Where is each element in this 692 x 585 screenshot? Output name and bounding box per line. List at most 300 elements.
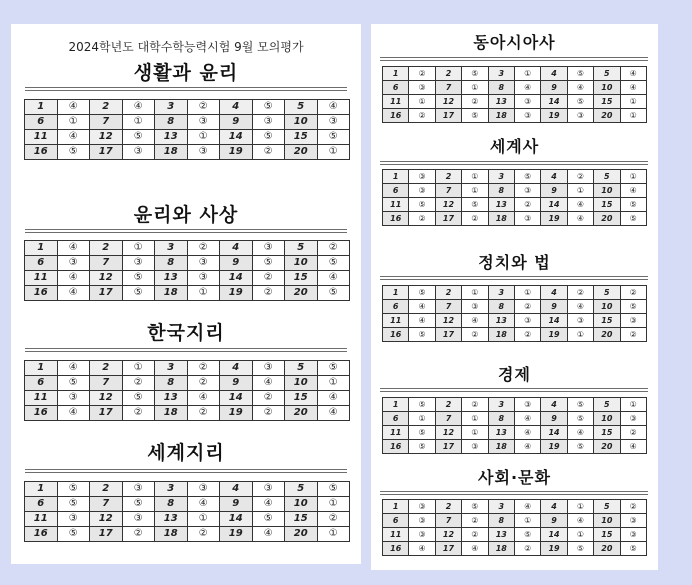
title-underline [25, 351, 347, 352]
question-number: 3 [488, 500, 514, 514]
question-number: 8 [488, 412, 514, 426]
question-number: 19 [220, 145, 253, 160]
answer-choice: ① [122, 361, 155, 376]
question-number: 11 [25, 512, 58, 527]
table-row [25, 256, 350, 271]
table-row [383, 95, 647, 109]
question-number: 5 [285, 482, 318, 497]
answer-choice: ⑤ [57, 482, 90, 497]
answer-choice: ① [462, 286, 488, 300]
question-number: 8 [155, 497, 188, 512]
answer-choice: ⑤ [122, 391, 155, 406]
table-row [383, 286, 647, 300]
question-number: 3 [488, 67, 514, 81]
answer-choice: ⑤ [409, 426, 435, 440]
title-underline [380, 494, 648, 495]
answer-table [382, 397, 647, 454]
answer-choice: ① [620, 398, 646, 412]
question-number: 5 [285, 361, 318, 376]
question-number: 16 [383, 440, 409, 454]
answer-choice: ③ [514, 212, 540, 226]
answer-choice: ③ [317, 115, 350, 130]
question-number: 6 [25, 256, 58, 271]
question-number: 20 [285, 286, 318, 301]
answer-choice: ② [514, 328, 540, 342]
answer-choice: ① [462, 412, 488, 426]
answer-choice: ⑤ [252, 100, 285, 115]
title-underline [380, 491, 648, 492]
question-number: 18 [155, 527, 188, 542]
table-row [25, 100, 350, 115]
answer-choice: ③ [122, 482, 155, 497]
question-number: 19 [541, 542, 567, 556]
question-number: 6 [383, 300, 409, 314]
question-number: 14 [220, 271, 253, 286]
answer-choice: ④ [252, 527, 285, 542]
answer-choice: ③ [462, 300, 488, 314]
question-number: 20 [594, 542, 620, 556]
question-number: 12 [435, 95, 461, 109]
question-number: 14 [541, 95, 567, 109]
answer-choice: ③ [187, 145, 220, 160]
question-number: 10 [594, 412, 620, 426]
answer-choice: ④ [187, 391, 220, 406]
question-number: 16 [25, 145, 58, 160]
question-number: 17 [435, 109, 461, 123]
table-row [383, 184, 647, 198]
question-number: 16 [383, 109, 409, 123]
answer-choice: ① [187, 286, 220, 301]
question-number: 15 [594, 314, 620, 328]
title-underline [380, 391, 648, 392]
answer-choice: ① [187, 512, 220, 527]
answer-choice: ② [514, 300, 540, 314]
answer-choice: ③ [409, 81, 435, 95]
question-number: 7 [90, 115, 123, 130]
table-row [383, 500, 647, 514]
question-number: 7 [435, 514, 461, 528]
question-number: 13 [488, 426, 514, 440]
question-number: 14 [220, 512, 253, 527]
answer-choice: ⑤ [567, 67, 593, 81]
answer-choice: ② [122, 527, 155, 542]
question-number: 4 [541, 67, 567, 81]
question-number: 13 [155, 271, 188, 286]
question-number: 15 [594, 95, 620, 109]
question-number: 18 [488, 542, 514, 556]
answer-choice: ② [187, 100, 220, 115]
answer-choice: ① [514, 286, 540, 300]
answer-choice: ③ [514, 398, 540, 412]
answer-choice: ③ [409, 514, 435, 528]
answer-choice: ② [187, 361, 220, 376]
question-number: 17 [90, 286, 123, 301]
answer-choice: ⑤ [122, 286, 155, 301]
question-number: 6 [25, 376, 58, 391]
question-number: 4 [220, 100, 253, 115]
answer-choice: ② [462, 528, 488, 542]
question-number: 4 [220, 241, 253, 256]
answer-choice: ③ [252, 115, 285, 130]
question-number: 10 [285, 376, 318, 391]
answer-choice: ① [409, 412, 435, 426]
answer-choice: ⑤ [252, 130, 285, 145]
title-underline [380, 276, 648, 277]
question-number: 14 [541, 528, 567, 542]
answer-choice: ⑤ [409, 398, 435, 412]
answer-choice: ② [252, 145, 285, 160]
answer-choice: ⑤ [567, 542, 593, 556]
answer-choice: ① [620, 109, 646, 123]
answer-choice: ③ [122, 512, 155, 527]
question-number: 18 [488, 328, 514, 342]
answer-choice: ② [252, 406, 285, 421]
answer-choice: ① [514, 67, 540, 81]
table-row [25, 406, 350, 421]
answer-choice: ③ [514, 184, 540, 198]
answer-table [24, 481, 350, 542]
question-number: 1 [25, 361, 58, 376]
question-number: 19 [220, 286, 253, 301]
question-number: 18 [488, 109, 514, 123]
answer-choice: ③ [514, 109, 540, 123]
question-number: 1 [383, 398, 409, 412]
question-number: 11 [25, 130, 58, 145]
table-row [25, 376, 350, 391]
question-number: 16 [383, 542, 409, 556]
exam-title: 2024학년도 대학수학능력시험 9월 모의평가 [68, 40, 304, 54]
question-number: 13 [488, 198, 514, 212]
question-number: 2 [90, 361, 123, 376]
answer-choice: ② [187, 406, 220, 421]
answer-choice: ④ [57, 361, 90, 376]
answer-choice: ⑤ [317, 482, 350, 497]
section-title: 사회·문화 [478, 468, 551, 487]
question-number: 12 [90, 271, 123, 286]
question-number: 15 [285, 391, 318, 406]
question-number: 1 [383, 500, 409, 514]
answer-choice: ③ [462, 440, 488, 454]
table-row [383, 412, 647, 426]
title-underline [25, 87, 347, 88]
answer-choice: ③ [409, 500, 435, 514]
table-row [383, 314, 647, 328]
title-underline [380, 388, 648, 389]
question-number: 6 [25, 115, 58, 130]
answer-choice: ① [317, 497, 350, 512]
answer-table [382, 169, 647, 226]
answer-choice: ① [462, 170, 488, 184]
answer-choice: ⑤ [57, 145, 90, 160]
answer-choice: ③ [252, 241, 285, 256]
question-number: 10 [285, 115, 318, 130]
table-row [25, 482, 350, 497]
answer-choice: ⑤ [252, 512, 285, 527]
answer-choice: ② [620, 328, 646, 342]
question-number: 10 [594, 300, 620, 314]
answer-choice: ③ [620, 528, 646, 542]
answer-choice: ③ [409, 528, 435, 542]
answer-choice: ② [620, 286, 646, 300]
question-number: 11 [25, 391, 58, 406]
answer-choice: ② [514, 198, 540, 212]
answer-choice: ④ [57, 271, 90, 286]
answer-choice: ④ [514, 440, 540, 454]
question-number: 12 [90, 512, 123, 527]
answer-choice: ④ [462, 542, 488, 556]
question-number: 6 [383, 412, 409, 426]
answer-table [382, 499, 647, 556]
answer-choice: ② [122, 376, 155, 391]
table-row [383, 528, 647, 542]
answer-choice: ④ [620, 81, 646, 95]
answer-choice: ② [187, 527, 220, 542]
answer-choice: ③ [187, 482, 220, 497]
answer-choice: ④ [567, 198, 593, 212]
answer-choice: ③ [409, 184, 435, 198]
question-number: 16 [25, 527, 58, 542]
question-number: 11 [383, 95, 409, 109]
table-row [383, 67, 647, 81]
answer-choice: ③ [620, 412, 646, 426]
question-number: 13 [155, 391, 188, 406]
question-number: 12 [435, 198, 461, 212]
question-number: 1 [383, 286, 409, 300]
answer-choice: ② [462, 328, 488, 342]
answer-choice: ⑤ [514, 528, 540, 542]
answer-choice: ① [462, 184, 488, 198]
question-number: 6 [383, 514, 409, 528]
question-number: 7 [435, 412, 461, 426]
question-number: 14 [541, 426, 567, 440]
question-number: 17 [90, 527, 123, 542]
answer-choice: ④ [317, 406, 350, 421]
answer-choice: ⑤ [57, 527, 90, 542]
table-row [25, 130, 350, 145]
question-number: 16 [383, 212, 409, 226]
question-number: 9 [541, 81, 567, 95]
question-number: 5 [594, 67, 620, 81]
answer-choice: ⑤ [317, 256, 350, 271]
answer-choice: ④ [187, 497, 220, 512]
answer-choice: ① [567, 528, 593, 542]
answer-choice: ② [252, 391, 285, 406]
question-number: 6 [383, 81, 409, 95]
question-number: 8 [488, 300, 514, 314]
question-number: 8 [488, 514, 514, 528]
section-title: 정치와 법 [478, 253, 551, 272]
table-row [25, 391, 350, 406]
question-number: 17 [90, 145, 123, 160]
question-number: 20 [594, 212, 620, 226]
section-title: 윤리와 사상 [133, 204, 239, 226]
question-number: 10 [285, 256, 318, 271]
answer-choice: ① [620, 170, 646, 184]
answer-choice: ① [57, 115, 90, 130]
answer-choice: ③ [409, 170, 435, 184]
answer-choice: ② [409, 67, 435, 81]
question-number: 7 [435, 300, 461, 314]
answer-choice: ② [620, 500, 646, 514]
answer-choice: ④ [57, 286, 90, 301]
question-number: 2 [435, 286, 461, 300]
answer-choice: ② [462, 514, 488, 528]
question-number: 7 [435, 184, 461, 198]
table-row [383, 300, 647, 314]
question-number: 4 [541, 500, 567, 514]
question-number: 8 [155, 115, 188, 130]
question-number: 17 [435, 542, 461, 556]
question-number: 15 [594, 528, 620, 542]
answer-choice: ⑤ [462, 198, 488, 212]
answer-choice: ③ [57, 512, 90, 527]
answer-choice: ③ [252, 482, 285, 497]
answer-choice: ③ [187, 271, 220, 286]
answer-table [24, 99, 350, 160]
question-number: 8 [155, 376, 188, 391]
answer-choice: ④ [122, 100, 155, 115]
table-row [25, 286, 350, 301]
answer-choice: ① [462, 426, 488, 440]
table-row [25, 527, 350, 542]
question-number: 1 [383, 67, 409, 81]
question-number: 17 [435, 328, 461, 342]
answer-choice: ④ [317, 271, 350, 286]
table-row [25, 497, 350, 512]
question-number: 9 [541, 514, 567, 528]
title-underline [380, 57, 648, 58]
question-number: 14 [220, 130, 253, 145]
answer-choice: ⑤ [317, 286, 350, 301]
answer-choice: ③ [567, 314, 593, 328]
question-number: 11 [383, 314, 409, 328]
question-number: 19 [220, 527, 253, 542]
question-number: 14 [541, 198, 567, 212]
answer-choice: ① [122, 115, 155, 130]
answer-choice: ⑤ [462, 500, 488, 514]
answer-choice: ⑤ [57, 497, 90, 512]
section-title: 동아시아사 [473, 33, 556, 52]
answer-choice: ② [567, 170, 593, 184]
question-number: 18 [488, 212, 514, 226]
answer-choice: ① [409, 95, 435, 109]
answer-choice: ① [567, 500, 593, 514]
question-number: 17 [435, 212, 461, 226]
answer-choice: ④ [57, 130, 90, 145]
question-number: 13 [488, 95, 514, 109]
question-number: 18 [488, 440, 514, 454]
answer-choice: ② [122, 406, 155, 421]
question-number: 3 [488, 286, 514, 300]
question-number: 3 [488, 170, 514, 184]
answer-choice: ① [122, 241, 155, 256]
question-number: 19 [541, 440, 567, 454]
question-number: 13 [155, 130, 188, 145]
question-number: 13 [488, 314, 514, 328]
answer-choice: ④ [57, 241, 90, 256]
answer-choice: ③ [514, 314, 540, 328]
answer-choice: ④ [317, 391, 350, 406]
answer-choice: ⑤ [567, 440, 593, 454]
section-title: 세계지리 [147, 442, 225, 464]
title-underline [25, 472, 347, 473]
answer-choice: ④ [252, 497, 285, 512]
table-row [25, 512, 350, 527]
question-number: 19 [541, 109, 567, 123]
answer-choice: ④ [57, 406, 90, 421]
title-underline [25, 232, 347, 233]
question-number: 19 [541, 212, 567, 226]
question-number: 6 [25, 497, 58, 512]
answer-choice: ① [462, 81, 488, 95]
question-number: 12 [435, 528, 461, 542]
table-row [25, 145, 350, 160]
question-number: 3 [155, 361, 188, 376]
question-number: 20 [285, 406, 318, 421]
question-number: 16 [25, 286, 58, 301]
answer-choice: ③ [122, 145, 155, 160]
answer-choice: ⑤ [409, 286, 435, 300]
question-number: 1 [25, 241, 58, 256]
answer-choice: ② [620, 426, 646, 440]
question-number: 2 [90, 100, 123, 115]
table-row [383, 440, 647, 454]
question-number: 20 [594, 440, 620, 454]
answer-choice: ④ [620, 184, 646, 198]
question-number: 3 [155, 482, 188, 497]
question-number: 3 [155, 241, 188, 256]
title-underline [380, 279, 648, 280]
question-number: 15 [594, 198, 620, 212]
question-number: 1 [25, 100, 58, 115]
question-number: 9 [541, 412, 567, 426]
answer-choice: ⑤ [409, 328, 435, 342]
answer-choice: ④ [409, 314, 435, 328]
question-number: 5 [285, 100, 318, 115]
question-number: 20 [285, 145, 318, 160]
answer-choice: ③ [567, 109, 593, 123]
question-number: 19 [541, 328, 567, 342]
question-number: 10 [285, 497, 318, 512]
question-number: 12 [90, 130, 123, 145]
answer-choice: ⑤ [514, 170, 540, 184]
question-number: 11 [383, 528, 409, 542]
question-number: 8 [488, 184, 514, 198]
answer-choice: ② [187, 376, 220, 391]
answer-choice: ⑤ [567, 398, 593, 412]
answer-choice: ① [317, 376, 350, 391]
table-row [383, 109, 647, 123]
question-number: 2 [435, 170, 461, 184]
title-underline [380, 164, 648, 165]
answer-choice: ④ [514, 426, 540, 440]
question-number: 14 [541, 314, 567, 328]
answer-choice: ③ [620, 314, 646, 328]
answer-choice: ③ [122, 256, 155, 271]
answer-choice: ④ [567, 81, 593, 95]
answer-choice: ③ [252, 361, 285, 376]
question-number: 15 [285, 512, 318, 527]
answer-choice: ③ [57, 391, 90, 406]
question-number: 5 [285, 241, 318, 256]
question-number: 18 [155, 406, 188, 421]
question-number: 17 [90, 406, 123, 421]
question-number: 3 [155, 100, 188, 115]
answer-choice: ⑤ [462, 67, 488, 81]
question-number: 4 [541, 286, 567, 300]
table-row [383, 170, 647, 184]
answer-choice: ⑤ [317, 361, 350, 376]
